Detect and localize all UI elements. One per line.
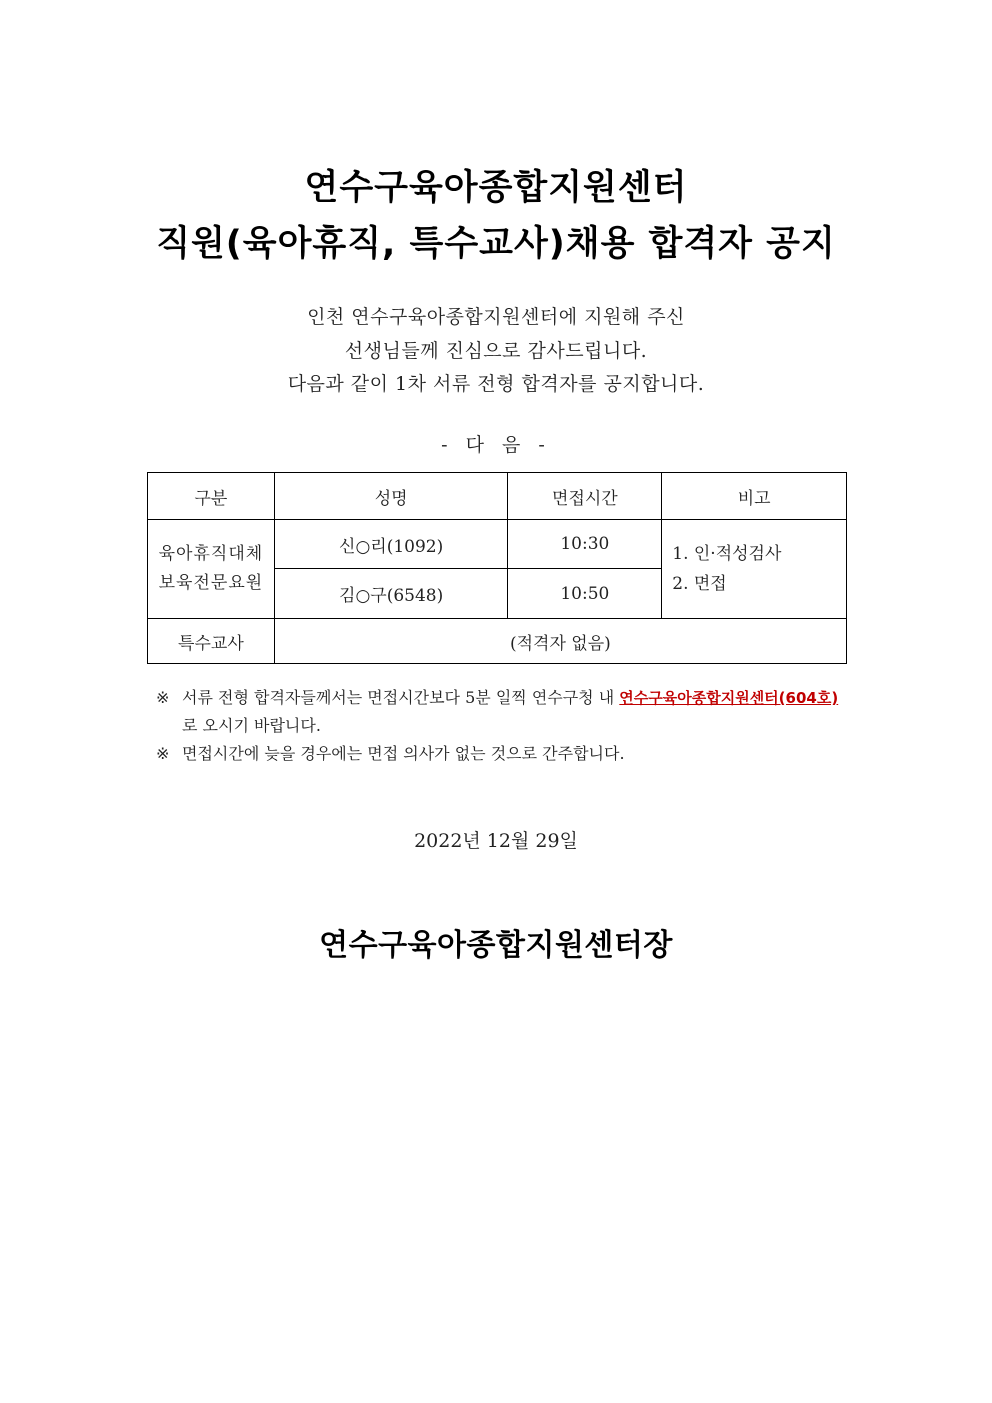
results-table xyxy=(147,472,847,664)
remark-item: 1. 인·적성검사 xyxy=(672,544,782,564)
title-line-1: 연수구육아종합지원센터 xyxy=(304,168,688,208)
separator-heading: - 다 음 - xyxy=(441,434,551,456)
time-cell: 10:30 xyxy=(508,520,662,569)
no-qualified-cell: (적격자 없음) xyxy=(274,619,846,664)
notice-1-location-highlight: 연수구육아종합지원센터(604호) xyxy=(619,689,839,707)
table-header-row xyxy=(148,473,847,520)
notice-1-text: 서류 전형 합격자들께서는 면접시간보다 5분 일찍 연수구청 내 xyxy=(182,688,620,707)
header-name: 성명 xyxy=(274,473,508,520)
notice-2-text: 면접시간에 늦을 경우에는 면접 의사가 없는 것으로 간주합니다. xyxy=(182,744,625,763)
header-remarks: 비고 xyxy=(662,473,847,520)
table-row xyxy=(148,520,847,569)
header-interview-time: 면접시간 xyxy=(508,473,662,520)
header-category: 구분 xyxy=(148,473,275,520)
reference-mark-icon: ※ xyxy=(156,688,170,707)
category-cell xyxy=(148,520,275,619)
notice-item-1 xyxy=(154,684,844,740)
title-line-2: 직원(육아휴직, 특수교사)채용 합격자 공지 xyxy=(156,224,836,264)
reference-mark-icon: ※ xyxy=(156,744,170,763)
notice-date: 2022년 12월 29일 xyxy=(414,830,578,852)
remarks-cell xyxy=(662,520,847,619)
category-cell: 특수교사 xyxy=(148,619,275,664)
remark-item: 2. 면접 xyxy=(672,574,727,594)
table-row xyxy=(148,619,847,664)
category-line-1: 육아휴직대체 xyxy=(158,544,264,564)
category-line-2: 보육전문요원 xyxy=(158,573,264,593)
intro-line-2: 선생님들께 진심으로 감사드립니다. xyxy=(344,340,648,362)
name-cell: 김○구(6548) xyxy=(274,569,508,619)
name-cell: 신○리(1092) xyxy=(274,520,508,569)
notice-1-text-end: 로 오시기 바랍니다. xyxy=(182,716,321,735)
intro-line-1: 인천 연수구육아종합지원센터에 지원해 주신 xyxy=(307,306,685,328)
intro-line-3: 다음과 같이 1차 서류 전형 합격자를 공지합니다. xyxy=(287,373,705,395)
notice-item-2 xyxy=(154,740,844,768)
time-cell: 10:50 xyxy=(508,569,662,619)
notice-list xyxy=(154,684,844,768)
signature-issuer: 연수구육아종합지원센터장 xyxy=(319,928,673,963)
